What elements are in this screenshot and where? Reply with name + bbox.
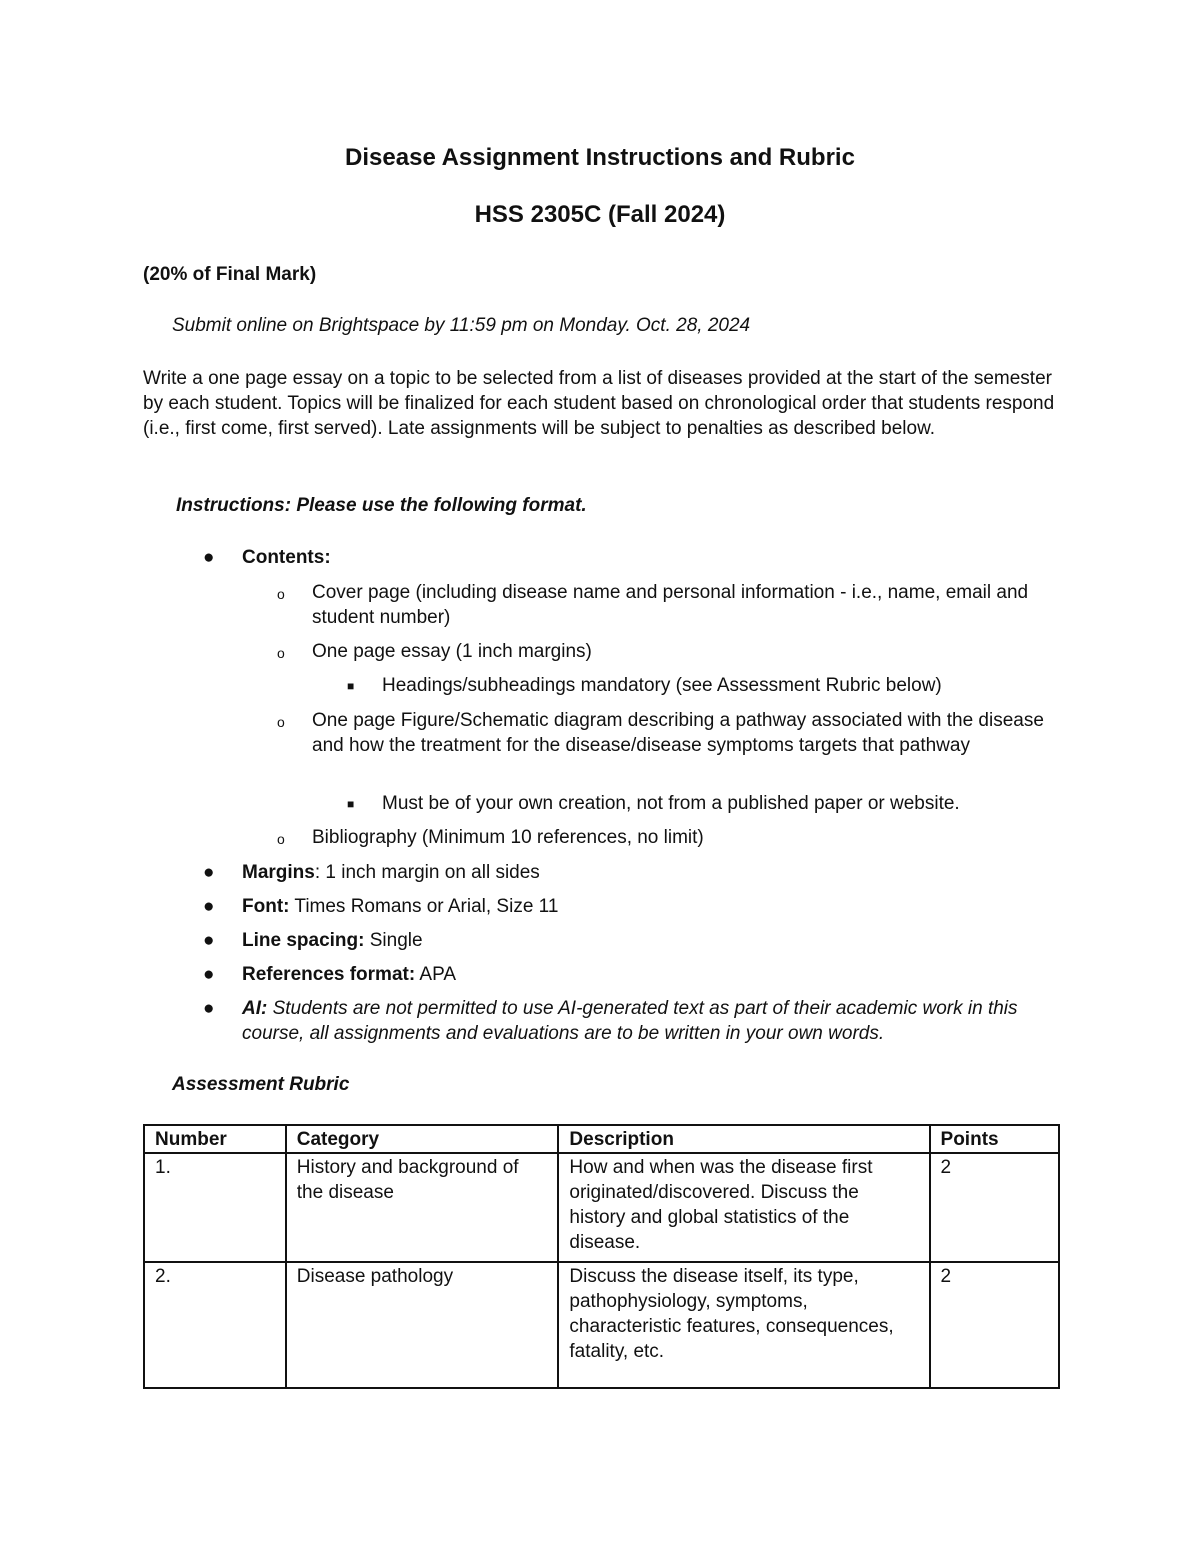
spacing-value: Single — [364, 930, 423, 951]
table-row — [144, 1153, 1059, 1262]
bullet-circle-icon: o — [277, 714, 285, 730]
font-value: Times Romans or Arial, Size 11 — [289, 896, 559, 917]
column-header-number: Number — [144, 1125, 286, 1153]
list-item-figure: One page Figure/Schematic diagram describing a pathway associated with the disease and how the treatment for the disease/disease symptoms targets that pathway — [312, 710, 1044, 756]
references-label: References format: — [242, 964, 416, 985]
spacing-label: Line spacing: — [242, 930, 365, 951]
column-header-points: Points — [930, 1125, 1059, 1153]
grade-weight: (20% of Final Mark) — [143, 264, 317, 285]
cell-points: 2 — [930, 1262, 1059, 1388]
cell-number: 2. — [144, 1262, 286, 1388]
list-item-ai — [242, 996, 1072, 1046]
bullet-circle-icon: o — [277, 586, 285, 602]
table-row — [144, 1262, 1059, 1388]
list-item-headings: Headings/subheadings mandatory (see Assessment Rubric below) — [382, 675, 942, 696]
bullet-disc-icon: ● — [203, 998, 215, 1019]
cell-number: 1. — [144, 1153, 286, 1262]
column-header-description: Description — [558, 1125, 929, 1153]
margins-value: : 1 inch margin on all sides — [314, 862, 540, 883]
bullet-circle-icon: o — [277, 831, 285, 847]
cell-category: History and background of the disease — [286, 1153, 559, 1262]
submission-deadline: Submit online on Brightspace by 11:59 pm on Monday. Oct. 28, 2024 — [172, 315, 751, 336]
list-item-essay: One page essay (1 inch margins) — [312, 641, 592, 662]
table-header-row — [144, 1125, 1059, 1153]
ai-value: Students are not permitted to use AI-generated text as part of their academic work in this course, all assignments and evaluations are to be written in your own words. — [242, 998, 1018, 1044]
ai-label: AI: — [242, 998, 268, 1019]
contents-label: Contents: — [242, 547, 331, 568]
column-header-category: Category — [286, 1125, 559, 1153]
cell-description: Discuss the disease itself, its type, pathophysiology, symptoms, characteristic features, consequences, fatality, etc. — [558, 1262, 929, 1388]
bullet-disc-icon: ● — [203, 964, 215, 985]
instructions-heading: Instructions: Please use the following format. — [176, 495, 587, 516]
document-title: Disease Assignment Instructions and Rubric — [345, 144, 855, 171]
bullet-circle-icon: o — [277, 645, 285, 661]
course-title: HSS 2305C (Fall 2024) — [474, 201, 726, 228]
list-item-margins — [242, 860, 1072, 885]
list-item-font — [242, 894, 1072, 919]
intro-paragraph: Write a one page essay on a topic to be selected from a list of diseases provided at the start of the semester by each student. Topics will be finalized for each student based on chronological order that students respond (i.e., first come, first served). Late assignments will be subject to penalties as described below. — [143, 368, 1055, 439]
references-value: APA — [415, 964, 457, 985]
list-item-own-creation: Must be of your own creation, not from a published paper or website. — [382, 793, 960, 814]
font-label: Font: — [242, 896, 290, 917]
cell-points: 2 — [930, 1153, 1059, 1262]
bullet-square-icon: ■ — [347, 679, 355, 693]
bullet-disc-icon: ● — [203, 896, 215, 917]
bullet-disc-icon: ● — [203, 862, 215, 883]
list-item-bibliography: Bibliography (Minimum 10 references, no limit) — [312, 827, 704, 848]
margins-label: Margins — [242, 862, 315, 883]
list-item-cover-page: Cover page (including disease name and personal information - i.e., name, email and student number) — [312, 582, 1029, 628]
rubric-heading: Assessment Rubric — [172, 1074, 350, 1095]
bullet-disc-icon: ● — [203, 930, 215, 951]
list-item-line-spacing — [242, 928, 1072, 953]
list-item-references — [242, 962, 1072, 987]
bullet-disc-icon: ● — [203, 547, 215, 568]
rubric-table — [143, 1124, 1060, 1389]
cell-category: Disease pathology — [286, 1262, 559, 1388]
bullet-square-icon: ■ — [347, 797, 355, 811]
cell-description: How and when was the disease first originated/discovered. Discuss the history and global statistics of the disease. — [558, 1153, 929, 1262]
